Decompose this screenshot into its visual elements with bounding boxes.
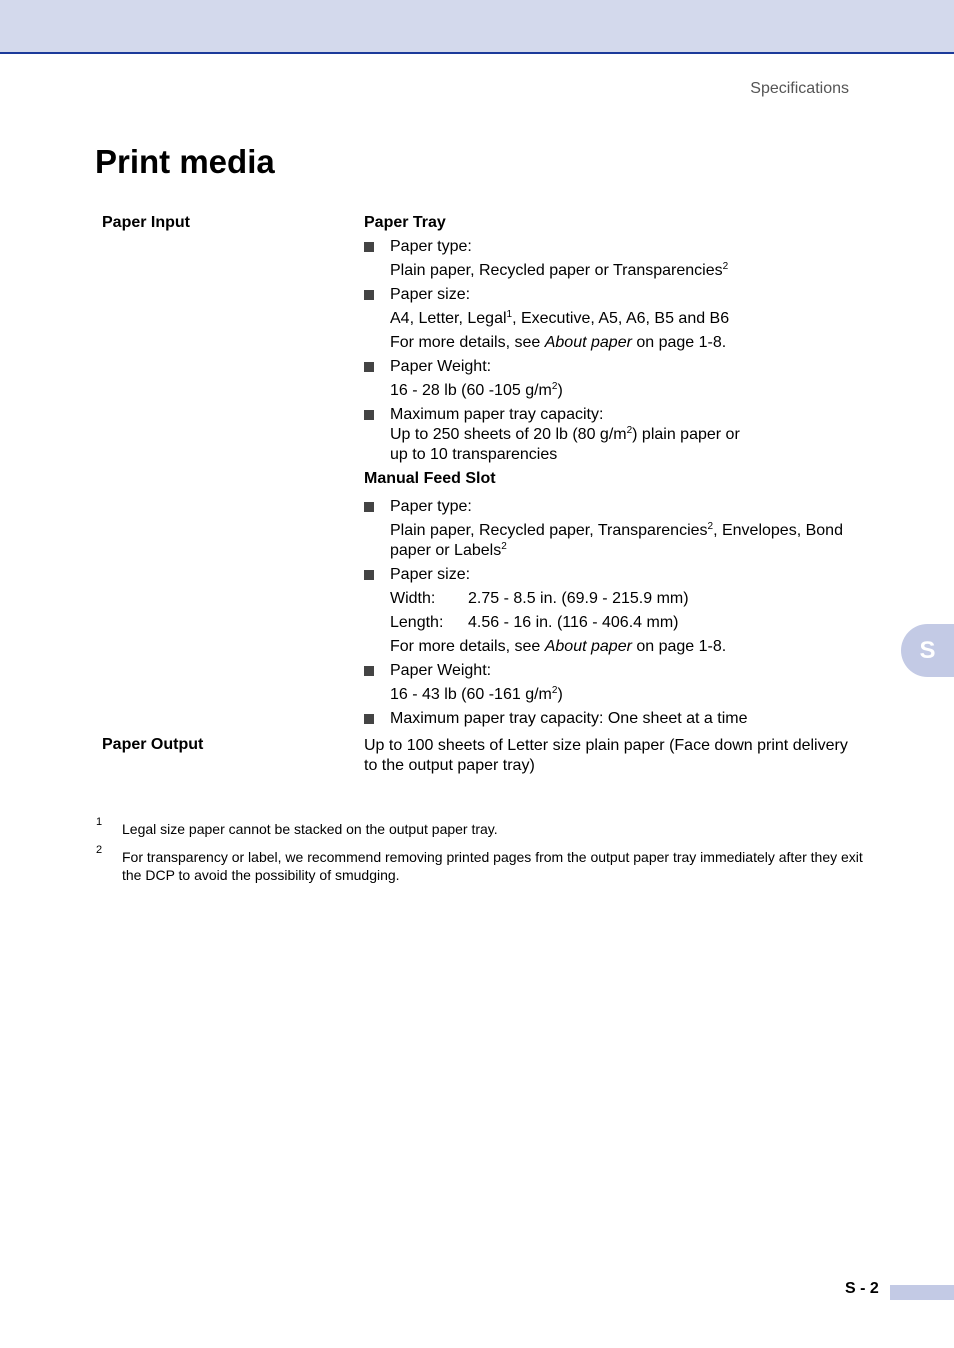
paper-output-spec [364, 736, 874, 776]
manual-capacity-item: Maximum paper tray capacity: One sheet at a time [364, 709, 874, 729]
bullet-icon [364, 242, 374, 252]
bullet-icon [364, 666, 374, 676]
tray-capacity-value: Up to 250 sheets of 20 lb (80 $g/m^2$) plain paper or [390, 425, 740, 443]
paper-output-line2: to the output paper tray) [364, 757, 535, 774]
manual-weight-item: Paper Weight: [364, 661, 874, 681]
tray-type-item: Paper type: [364, 237, 874, 257]
page-number: S - 2 [845, 1280, 879, 1297]
footnote-text: Legal size paper cannot be stacked on the output paper tray. [122, 821, 498, 837]
bullet-icon [364, 502, 374, 512]
page-title: Print media [95, 143, 275, 180]
footnote-2 [96, 844, 886, 884]
manual-weight-value: 16 - 43 lb (60 -161 $g/m^2$) [390, 685, 563, 703]
bullet-icon [364, 570, 374, 580]
tray-capacity-item: Maximum paper tray capacity: [364, 405, 874, 425]
about-paper-link[interactable]: About paper [544, 638, 632, 655]
tray-size-item: Paper size: [364, 285, 874, 305]
manual-size-item: Paper size: [364, 565, 874, 585]
footnote-1 [96, 816, 886, 838]
page-number-bar [890, 1285, 954, 1300]
paper-output-line1: Up to 100 sheets of Letter size plain paper (Face down print delivery [364, 737, 848, 754]
tray-weight-item: Paper Weight: [364, 357, 874, 377]
paper-input-label: Paper Input [102, 214, 191, 231]
about-paper-link[interactable]: About paper [544, 334, 632, 351]
paper-input-spec [364, 213, 874, 729]
manual-details-note: For more details, see About paper on page 1-8. [390, 638, 727, 655]
manual-type-value-line2: paper or Labels$^2$ [390, 541, 507, 559]
tray-capacity-line2: up to 10 transparencies [390, 446, 558, 463]
paper-output-label: Paper Output [102, 736, 204, 753]
header-band [0, 0, 954, 54]
tray-size-value: A4, Letter, Legal$^1$, Executive, A5, A6, B5 and B6 [390, 309, 730, 327]
tray-weight-value: 16 - 28 lb (60 -105 $g/m^2$) [390, 381, 563, 399]
manual-feed-heading: Manual Feed Slot [364, 470, 496, 487]
footnote-text: For transparency or label, we recommend removing printed pages from the output paper tray immediately after they exit the DCP to avoid the possibility of smudging. [122, 849, 863, 883]
footnote-number: 2 [96, 844, 103, 856]
paper-tray-heading: Paper Tray [364, 214, 446, 231]
bullet-icon [364, 362, 374, 372]
tray-details-note: For more details, see About paper on page 1-8. [390, 334, 727, 351]
manual-type-item: Paper type: [364, 497, 874, 517]
manual-width-row: Width: 2.75 - 8.5 in. (69.9 - 215.9 mm) [390, 590, 689, 607]
manual-type-value: Plain paper, Recycled paper, Transparencies$^2$, Envelopes, Bond [390, 521, 843, 539]
section-label: Specifications [750, 80, 849, 97]
bullet-icon [364, 410, 374, 420]
footnote-number: 1 [96, 816, 103, 828]
bullet-icon [364, 714, 374, 724]
manual-length-row: Length: 4.56 - 16 in. (116 - 406.4 mm) [390, 614, 679, 631]
chapter-tab[interactable]: S [901, 624, 954, 677]
tray-type-value: Plain paper, Recycled paper or Transparencies$^2$ [390, 261, 729, 279]
bullet-icon [364, 290, 374, 300]
